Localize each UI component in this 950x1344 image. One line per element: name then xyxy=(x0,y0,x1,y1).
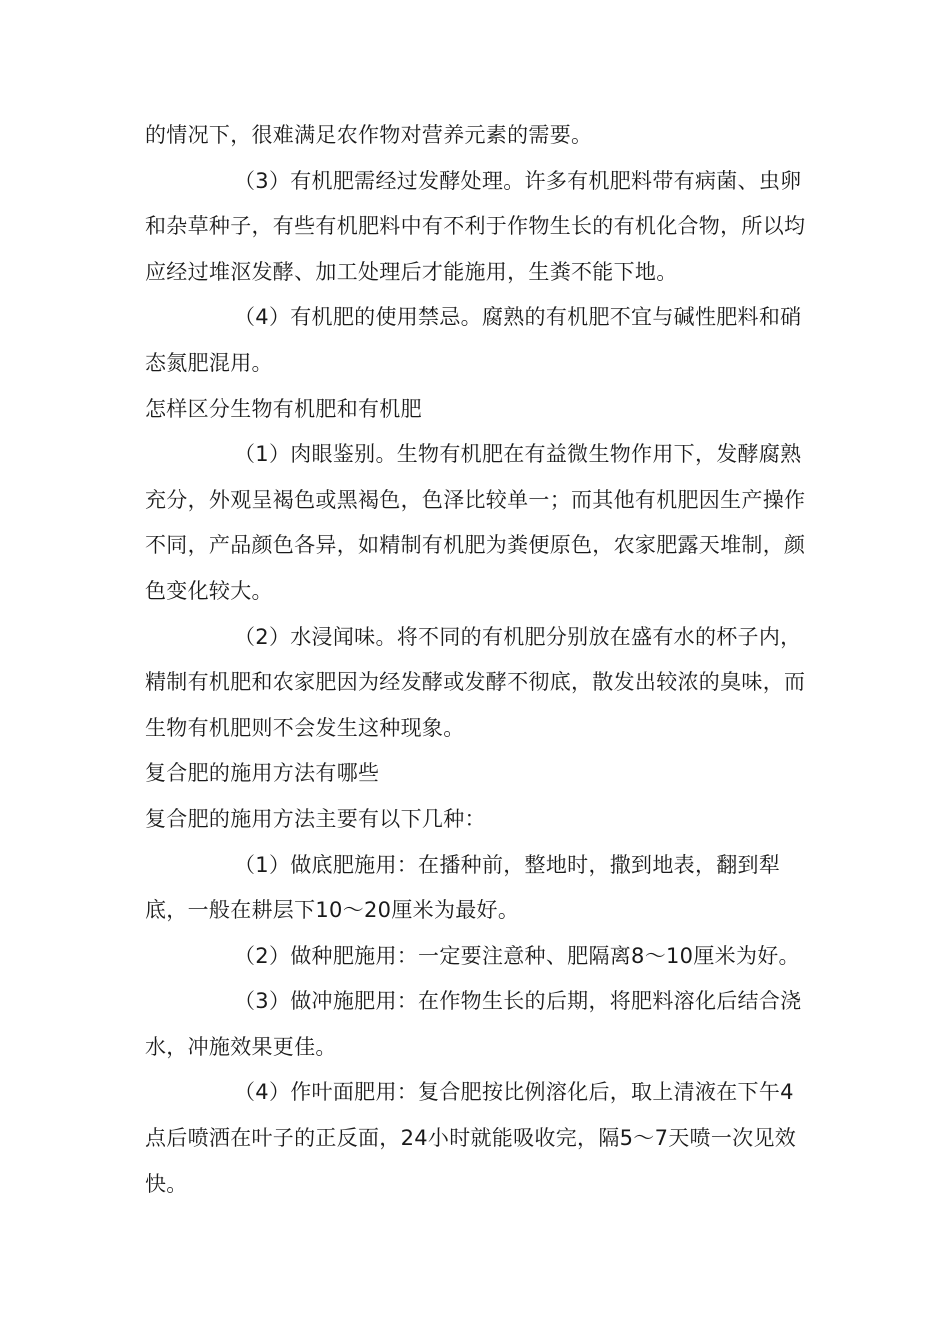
paragraph-water-smell-test: （2）水浸闻味。将不同的有机肥分别放在盛有水的杯子内，精制有机肥和农家肥因为经发酵或发酵不彻底，散发出较浓的臭味，而生物有机肥则不会发生这种现象。 xyxy=(145,624,806,740)
section-heading-compound-fertilizer: 复合肥的施用方法有哪些 xyxy=(145,761,380,786)
paragraph-base-fertilizer: （1）做底肥施用：在播种前，整地时，撒到地表，翻到犁底，一般在耕层下10～20厘米为最好。 xyxy=(145,852,781,923)
paragraph-usage-taboo: （4）有机肥的使用禁忌。腐熟的有机肥不宜与碱性肥料和硝态氮肥混用。 xyxy=(145,305,802,375)
paragraph-flush-fertilizer: （3）做冲施肥用：在作物生长的后期，将肥料溶化后结合浇水，冲施效果更佳。 xyxy=(145,989,802,1059)
document-body xyxy=(145,113,813,1207)
section-heading-distinguish: 怎样区分生物有机肥和有机肥 xyxy=(145,396,422,421)
paragraph-fermentation: （3）有机肥需经过发酵处理。许多有机肥料带有病菌、虫卵和杂草种子，有些有机肥料中有不利于作物生长的有机化合物，所以均应经过堆沤发酵、加工处理后才能施用，生粪不能下地。 xyxy=(145,168,806,284)
paragraph-continuation: 的情况下，很难满足农作物对营养元素的需要。 xyxy=(145,123,593,147)
paragraph-seed-fertilizer: （2）做种肥施用：一定要注意种、肥隔离8～10厘米为好。 xyxy=(234,943,800,968)
paragraph-foliar-fertilizer: （4）作叶面肥用：复合肥按比例溶化后，取上清液在下午4点后喷洒在叶子的正反面，24小时就能吸收完，隔5～7天喷一次见效快。 xyxy=(145,1080,797,1196)
paragraph-methods-intro: 复合肥的施用方法主要有以下几种： xyxy=(145,806,486,831)
paragraph-visual-identification: （1）肉眼鉴别。生物有机肥在有益微生物作用下，发酵腐熟充分，外观呈褐色或黑褐色，色泽比较单一；而其他有机肥因生产操作不同，产品颜色各异，如精制有机肥为粪便原色，农家肥露天堆制，颜色变化较大。 xyxy=(145,442,806,603)
